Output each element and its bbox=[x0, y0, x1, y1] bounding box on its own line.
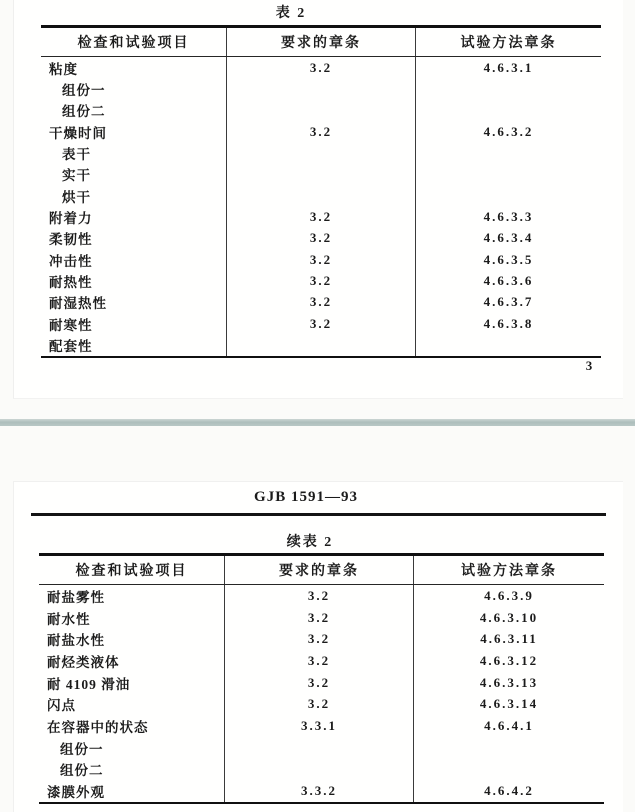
column-header-test-method: 试验方法章条 bbox=[461, 564, 557, 579]
cell-item: 组份二 bbox=[62, 104, 106, 120]
table-row bbox=[41, 185, 601, 206]
cell-item: 耐寒性 bbox=[49, 317, 93, 333]
cell-req: 3.2 bbox=[226, 249, 416, 270]
table-row bbox=[39, 650, 604, 672]
page-divider-band bbox=[0, 419, 635, 426]
cell-req: 3.2 bbox=[226, 292, 416, 313]
inspection-table-continued bbox=[39, 553, 604, 804]
table-row bbox=[41, 142, 601, 163]
table-row bbox=[39, 737, 604, 759]
table-row bbox=[39, 780, 604, 802]
cell-item: 干燥时间 bbox=[49, 125, 107, 141]
cell-req bbox=[226, 78, 416, 99]
cell-item: 实干 bbox=[62, 168, 91, 184]
table-row bbox=[39, 672, 604, 694]
cell-method: 4.6.3.4 bbox=[483, 230, 534, 246]
cell-method bbox=[416, 334, 601, 355]
cell-item: 耐湿热性 bbox=[49, 296, 107, 312]
cell-method: 4.6.3.5 bbox=[483, 251, 534, 267]
cell-method: 4.6.3.11 bbox=[480, 631, 538, 647]
cell-item: 耐水性 bbox=[47, 611, 91, 627]
cell-method: 4.6.3.3 bbox=[483, 209, 534, 225]
table-row bbox=[41, 249, 601, 270]
cell-req: 3.2 bbox=[224, 607, 414, 629]
cell-req bbox=[226, 142, 416, 163]
cell-req: 3.2 bbox=[224, 585, 414, 607]
cell-method bbox=[414, 737, 604, 759]
cell-req bbox=[226, 185, 416, 206]
column-header-item: 检查和试验项目 bbox=[77, 36, 190, 51]
cell-req: 3.2 bbox=[226, 313, 416, 334]
table-row bbox=[41, 206, 601, 227]
scanned-page-2 bbox=[13, 481, 623, 812]
header-rule bbox=[31, 513, 606, 516]
scanned-page-1 bbox=[13, 0, 623, 399]
table-row bbox=[41, 164, 601, 185]
cell-method bbox=[416, 78, 601, 99]
cell-method: 4.6.3.7 bbox=[483, 294, 534, 310]
cell-item: 配套性 bbox=[49, 339, 93, 355]
cell-method bbox=[416, 164, 601, 185]
cell-method: 4.6.3.12 bbox=[479, 652, 539, 668]
table-row bbox=[39, 585, 604, 607]
column-header-requirement: 要求的章条 bbox=[226, 28, 416, 56]
cell-req: 3.2 bbox=[224, 693, 414, 715]
table-row bbox=[39, 693, 604, 715]
cell-item: 在容器中的状态 bbox=[47, 719, 149, 735]
table-body bbox=[41, 57, 601, 356]
standard-number-header: GJB 1591—93 bbox=[254, 489, 358, 505]
cell-req: 3.2 bbox=[226, 206, 416, 227]
cell-item: 耐烃类液体 bbox=[47, 654, 120, 670]
column-header-item: 检查和试验项目 bbox=[75, 564, 188, 579]
cell-method: 4.6.4.1 bbox=[484, 717, 534, 733]
cell-req: 3.2 bbox=[226, 57, 416, 78]
cell-item: 表干 bbox=[62, 147, 91, 163]
cell-item: 耐热性 bbox=[49, 275, 93, 291]
cell-method bbox=[416, 100, 601, 121]
table-header-row bbox=[41, 28, 601, 57]
cell-item: 漆膜外观 bbox=[47, 785, 105, 801]
cell-method: 4.6.3.1 bbox=[483, 59, 534, 75]
cell-item: 柔韧性 bbox=[49, 232, 93, 248]
table-row bbox=[41, 292, 601, 313]
cell-method bbox=[416, 185, 601, 206]
cell-item: 附着力 bbox=[49, 211, 93, 227]
cell-req: 3.2 bbox=[226, 121, 416, 142]
table-body bbox=[39, 585, 604, 802]
table-row bbox=[39, 715, 604, 737]
cell-method bbox=[414, 759, 604, 781]
cell-req bbox=[226, 164, 416, 185]
cell-method: 4.6.3.14 bbox=[479, 696, 539, 712]
cell-req bbox=[224, 759, 414, 781]
cell-req: 3.2 bbox=[226, 228, 416, 249]
cell-method: 4.6.3.9 bbox=[484, 587, 534, 603]
cell-method: 4.6.3.8 bbox=[483, 315, 534, 331]
cell-method: 4.6.3.10 bbox=[479, 609, 539, 625]
table-row bbox=[39, 628, 604, 650]
cell-item: 烘干 bbox=[62, 189, 91, 205]
table-row bbox=[41, 270, 601, 291]
table-row bbox=[41, 228, 601, 249]
cell-method: 4.6.3.13 bbox=[479, 674, 539, 690]
cell-req: 3.2 bbox=[226, 270, 416, 291]
cell-req bbox=[226, 100, 416, 121]
table-row bbox=[41, 121, 601, 142]
table-row bbox=[41, 313, 601, 334]
cell-req bbox=[226, 334, 416, 355]
cell-req bbox=[224, 737, 414, 759]
cell-req: 3.2 bbox=[224, 672, 414, 694]
table-row bbox=[41, 100, 601, 121]
table-row bbox=[41, 334, 601, 355]
cell-method: 4.6.3.2 bbox=[483, 123, 534, 139]
cell-item: 耐 4109 滑油 bbox=[47, 676, 131, 692]
table-header-row bbox=[39, 556, 604, 585]
table-row bbox=[39, 607, 604, 629]
cell-item: 组份二 bbox=[60, 763, 104, 779]
cell-req: 3.3.1 bbox=[224, 715, 414, 737]
cell-item: 粘度 bbox=[49, 61, 78, 77]
page-number: 3 bbox=[585, 358, 593, 373]
table-row bbox=[41, 57, 601, 78]
cell-item: 耐盐雾性 bbox=[47, 589, 105, 605]
table-row bbox=[41, 78, 601, 99]
table-row bbox=[39, 759, 604, 781]
cell-item: 组份一 bbox=[60, 741, 104, 757]
cell-method: 4.6.4.2 bbox=[484, 783, 534, 799]
cell-req: 3.3.2 bbox=[224, 780, 414, 802]
cell-item: 耐盐水性 bbox=[47, 633, 105, 649]
table-title-continued: 续表 2 bbox=[286, 535, 334, 550]
cell-method bbox=[416, 142, 601, 163]
cell-item: 组份一 bbox=[62, 83, 106, 99]
cell-item: 闪点 bbox=[47, 698, 76, 714]
cell-req: 3.2 bbox=[224, 628, 414, 650]
column-header-test-method: 试验方法章条 bbox=[460, 36, 557, 51]
column-header-requirement: 要求的章条 bbox=[224, 556, 414, 584]
cell-item: 冲击性 bbox=[49, 253, 93, 269]
cell-req: 3.2 bbox=[224, 650, 414, 672]
cell-method: 4.6.3.6 bbox=[483, 273, 534, 289]
table-title: 表 2 bbox=[275, 6, 307, 21]
inspection-table bbox=[41, 25, 601, 358]
